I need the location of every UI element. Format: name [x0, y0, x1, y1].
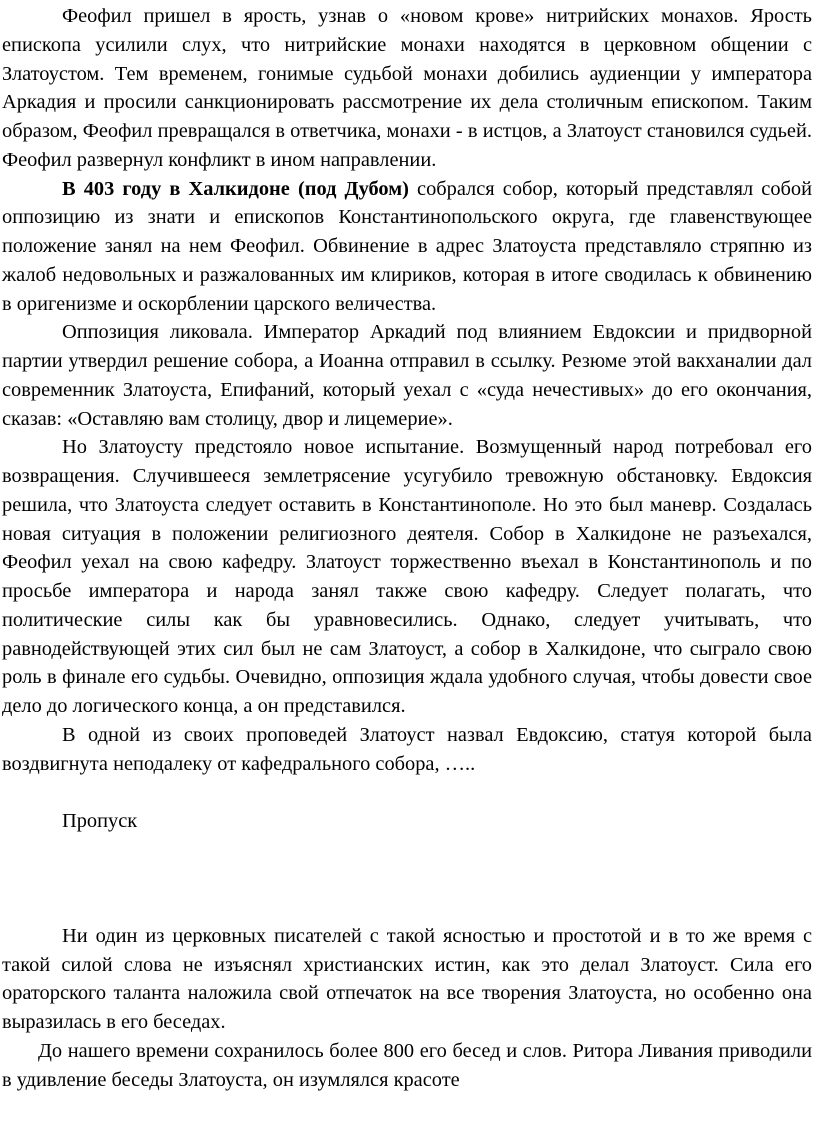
- paragraph-text: Пропуск: [62, 810, 138, 832]
- paragraph-1: [2, 2, 812, 175]
- paragraph-4: [2, 433, 812, 721]
- paragraph-bold-lead: В 403 году в Халкидоне (под Дубом): [62, 177, 409, 200]
- paragraph-7: [2, 1037, 812, 1095]
- paragraph-text: Феофил пришел в ярость, узнав о «новом крове» нитрийских монахов. Ярость епископа усилили слух, что нитрийские монахи находятся в церковном общении с Златоустом. Тем временем, гонимые судьбой монахи добились аудиенции у императора Аркадия и просили санкционировать рассмотрение их дела столичным епископом. Таким образом, Феофил превращался в ответчика, монахи - в истцов, а Златоуст становился судьей. Феофил развернул конфликт в ином направлении.: [2, 5, 812, 171]
- paragraph-text: Ни один из церковных писателей с такой ясностью и простотой и в то же время с такой силой слова не изъяснял христианских истин, как это делал Златоуст. Сила его ораторского таланта наложила свой отпечаток на все творения Златоуста, но особенно она выразилась в его беседах.: [2, 924, 812, 1033]
- omission-note: [2, 807, 812, 836]
- paragraph-6: [2, 922, 812, 1037]
- paragraph-text: собрался собор, который представлял собой оппозицию из знати и епископов Константинопольского округа, где главенствующее положение занял на нем Феофил. Обвинение в адрес Златоуста представляло стряпню из жалоб недовольных и разжалованных им клириков, которая в итоге сводилась к обвинению в оригенизме и оскорблении царского величества.: [2, 177, 812, 315]
- blank-line: [2, 778, 812, 807]
- blank-gap: [2, 836, 812, 922]
- document-body: [2, 2, 812, 1094]
- paragraph-5: [2, 721, 812, 779]
- paragraph-2: [2, 175, 812, 319]
- paragraph-text: В одной из своих проповедей Златоуст назвал Евдоксию, статуя которой была воздвигнута неподалеку от кафедрального собора, …..: [2, 723, 812, 775]
- paragraph-text: Но Златоусту предстояло новое испытание. Возмущенный народ потребовал его возвращения. Случившееся землетрясение усугубило тревожную обстановку. Евдоксия решила, что Златоуста следует оставить в Константинополе. Но это был маневр. Создалась новая ситуация в положении религиозного деятеля. Собор в Халкидоне не разъехался, Феофил уехал на свою кафедру. Златоуст торжественно въехал в Константинополь и по просьбе императора и народа занял также свою кафедру. Следует полагать, что политические силы как бы уравновесились. Однако, следует учитывать, что равнодействующей этих сил был не сам Златоуст, а собор в Халкидоне, что сыграло свою роль в финале его судьбы. Очевидно, оппозиция ждала удобного случая, чтобы довести свое дело до логического конца, а он представился.: [2, 436, 812, 717]
- paragraph-text: До нашего времени сохранилось более 800 его бесед и слов. Ритора Ливания приводили в удивление беседы Златоуста, он изумлялся красоте: [2, 1039, 812, 1091]
- paragraph-3: [2, 318, 812, 433]
- paragraph-text: Оппозиция ликовала. Император Аркадий под влиянием Евдоксии и придворной партии утвердил решение собора, а Иоанна отправил в ссылку. Резюме этой вакханалии дал современник Златоуста, Епифаний, который уехал с «суда нечестивых» до его окончания, сказав: «Оставляю вам столицу, двор и лицемерие».: [2, 321, 812, 430]
